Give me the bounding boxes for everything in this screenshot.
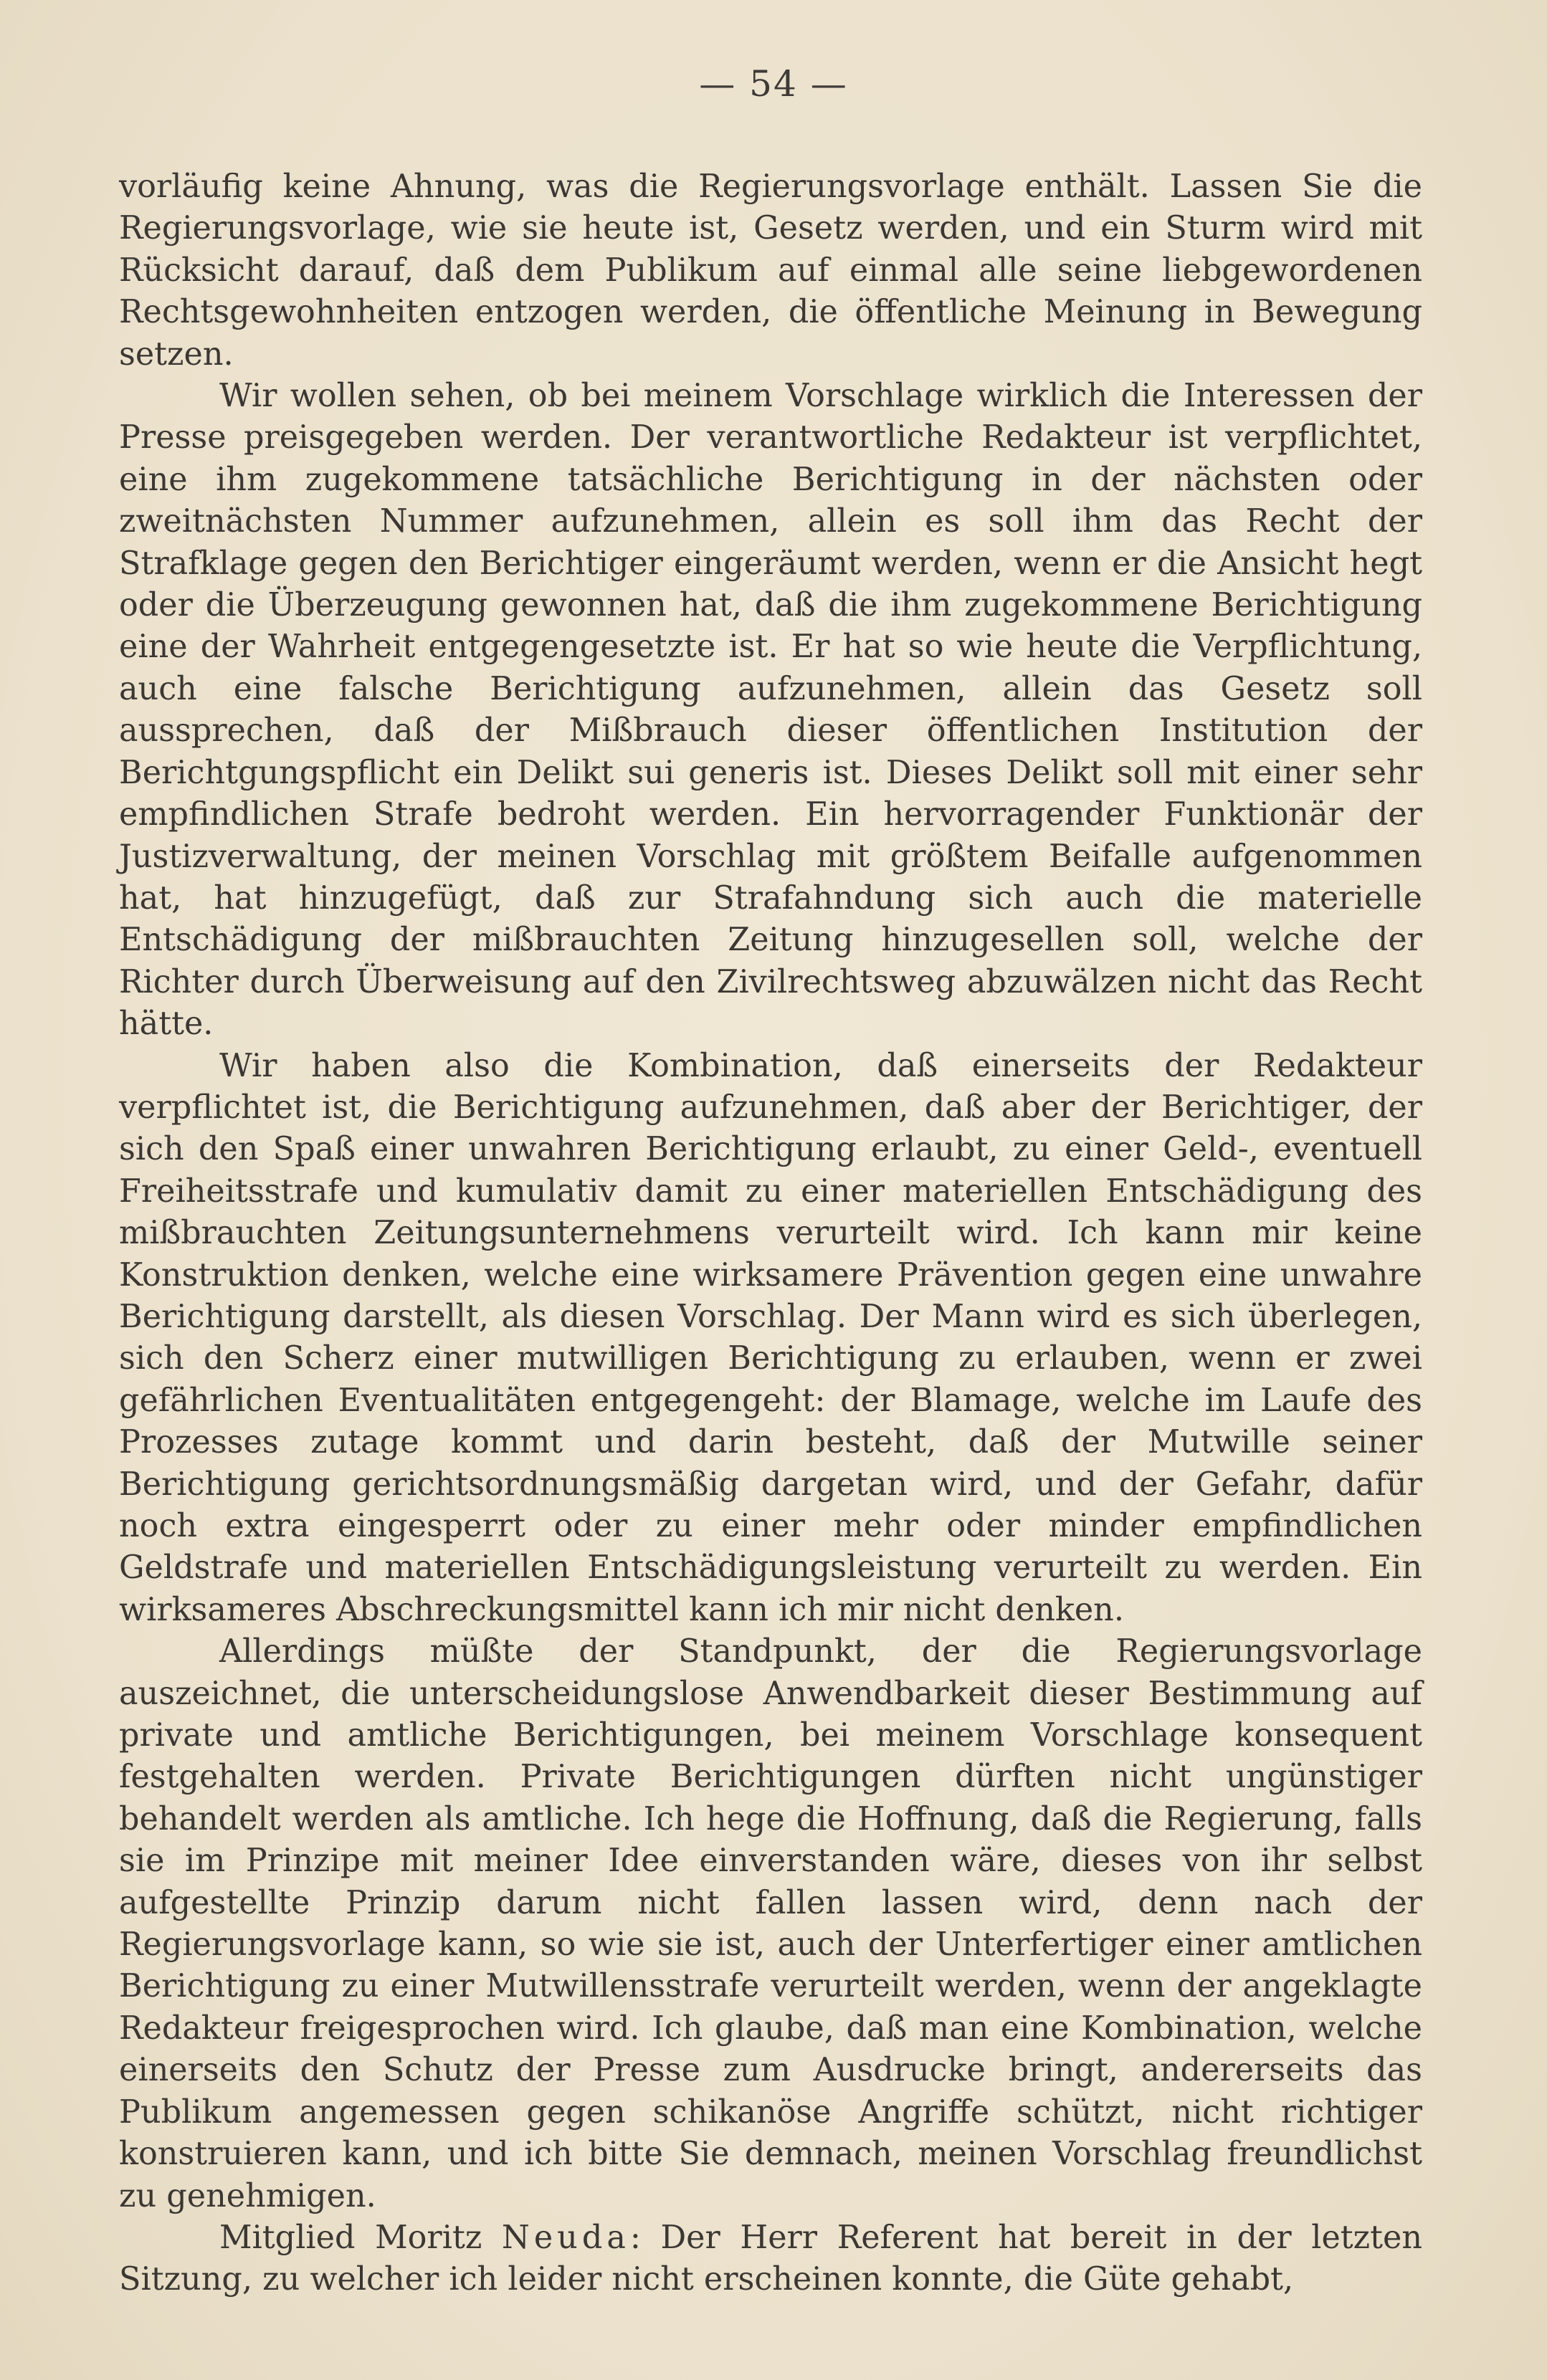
speaker-name: Neuda	[501, 2219, 630, 2256]
body-text	[119, 166, 1422, 2301]
paragraph-4: Allerdings müßte der Standpunkt, der die Regierungsvorlage auszeichnet, die unterscheidungslose Anwendbarkeit dieser Bestimmung auf private und amtliche Berichtigungen, bei meinem Vorschlage konsequent festgehalten werden. Private Berichtigungen dürften nicht ungünstiger behandelt werden als amtliche. Ich hege die Hoffnung, daß die Regierung, falls sie im Prinzipe mit meiner Idee einverstanden wäre, dieses von ihr selbst aufgestellte Prinzip darum nicht fallen lassen wird, denn nach der Regierungsvorlage kann, so wie sie ist, auch der Unterfertiger einer amtlichen Berichtigung zu einer Mutwillensstrafe verurteilt werden, wenn der angeklagte Redakteur freigesprochen wird. Ich glaube, daß man eine Kombination, welche einerseits den Schutz der Presse zum Ausdrucke bringt, andererseits das Publikum angemessen gegen schikanöse Angriffe schützt, nicht richtiger konstruieren kann, und ich bitte Sie demnach, meinen Vorschlag freundlichst zu genehmigen.	[119, 1633, 1422, 2214]
speaker-intro: Mitglied Moritz	[219, 2219, 502, 2256]
paragraph-2: Wir wollen sehen, ob bei meinem Vorschlage wirklich die Interessen der Presse preisgegeben werden. Der verantwortliche Redakteur ist verpflichtet, eine ihm zugekommene tatsächliche Berichtigung in der nächsten oder zweitnächsten Nummer aufzunehmen, allein es soll ihm das Recht der Strafklage gegen den Berichtiger eingeräumt werden, wenn er die Ansicht hegt oder die Überzeugung gewonnen hat, daß die ihm zugekommene Berichtigung eine der Wahrheit entgegengesetzte ist. Er hat so wie heute die Verpflichtung, auch eine falsche Berichtigung aufzunehmen, allein das Gesetz soll aussprechen, daß der Mißbrauch dieser öffentlichen Institution der Berichtgungspflicht ein Delikt sui generis ist. Dieses Delikt soll mit einer sehr empfindlichen Strafe bedroht werden. Ein hervorragender Funktionär der Justizverwaltung, der meinen Vorschlag mit größtem Beifalle aufgenommen hat, hat hinzugefügt, daß zur Strafahndung sich auch die materielle Entschädigung der mißbrauchten Zeitung hinzugesellen soll, welche der Richter durch Überweisung auf den Zivilrechtsweg abzuwälzen nicht das Recht hätte.	[119, 378, 1422, 1043]
paragraph-1: vorläufig keine Ahnung, was die Regierungsvorlage enthält. Lassen Sie die Regierungsvorlage, wie sie heute ist, Gesetz werden, und ein Sturm wird mit Rücksicht darauf, daß dem Publikum auf einmal alle seine liebgewordenen Rechtsgewohnheiten entzogen werden, die öffentliche Meinung in Bewegung setzen.	[119, 168, 1422, 373]
paragraph-3: Wir haben also die Kombination, daß einerseits der Redakteur verpflichtet ist, die Berichtigung aufzunehmen, daß aber der Berichtiger, der sich den Spaß einer unwahren Berichtigung erlaubt, zu einer Geld-, eventuell Freiheitsstrafe und kumulativ damit zu einer materiellen Entschädigung des mißbrauchten Zeitungsunternehmens verurteilt wird. Ich kann mir keine Konstruktion denken, welche eine wirksamere Prävention gegen eine unwahre Berichtigung darstellt, als diesen Vorschlag. Der Mann wird es sich überlegen, sich den Scherz einer mutwilligen Berichtigung zu erlauben, wenn er zwei gefährlichen Eventualitäten entgegengeht: der Blamage, welche im Laufe des Prozesses zutage kommt und darin besteht, daß der Mutwille seiner Berichtigung gerichtsordnungsmäßig dargetan wird, und der Gefahr, dafür noch extra eingesperrt oder zu einer mehr oder minder empfindlichen Geldstrafe und materiellen Entschädigungsleistung verurteilt zu werden. Ein wirksameres Abschreckungsmittel kann ich mir nicht denken.	[119, 1047, 1422, 1628]
speaker-statement: : Der Herr Referent hat bereit in der letzten Sitzung, zu welcher ich leider nicht erscheinen konnte, die Güte gehabt,	[119, 2219, 1423, 2298]
page-number: — 54 —	[699, 63, 848, 105]
paragraph-5	[119, 2217, 1422, 2301]
